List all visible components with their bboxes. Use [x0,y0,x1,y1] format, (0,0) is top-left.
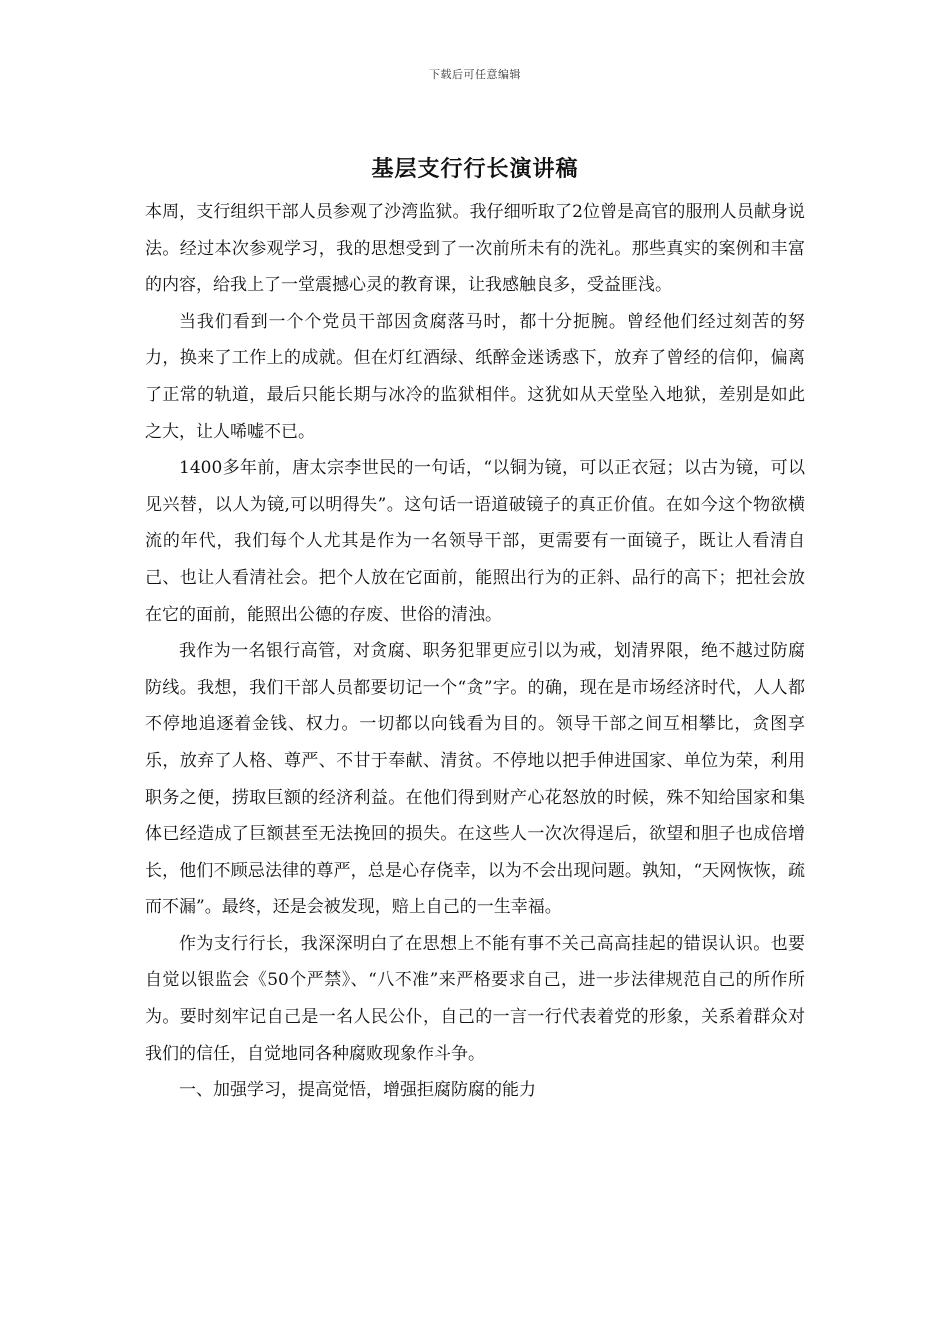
page-header-note: 下载后可任意编辑 [429,68,521,81]
paragraph: 作为支行行长，我深深明白了在思想上不能有事不关己高高挂起的错误认识。也要自觉以银监会《50个严禁》、“八不准”来严格要求自己，进一步法律规范自己的所作所为。要时刻牢记自己是一名人民公仆，自己的一言一行代表着党的形象，关系着群众对我们的信任，自觉地同各种腐败现象作斗争。 [145,933,805,1064]
section-heading: 一、加强学习，提高觉悟，增强拒腐防腐的能力 [179,1080,536,1101]
paragraph: 本周，支行组织干部人员参观了沙湾监狱。我仔细听取了2位曾是高官的服刑人员献身说法。经过本次参观学习，我的思想受到了一次前所未有的洗礼。那些真实的案例和丰富的内容，给我上了一堂震撼心灵的教育课，让我感触良多，受益匪浅。 [145,202,805,296]
paragraph: 当我们看到一个个党员干部因贪腐落马时，都十分扼腕。曾经他们经过刻苦的努力，换来了工作上的成就。但在灯红酒绿、纸醉金迷诱惑下，放弃了曾经的信仰，偏离了正常的轨道，最后只能长期与冰冷的监狱相伴。这犹如从天堂坠入地狱，差别是如此之大，让人唏嘘不已。 [145,311,805,442]
document-title: 基层支行行长演讲稿 [371,156,579,182]
paragraph: 我作为一名银行高管，对贪腐、职务犯罪更应引以为戒，划清界限，绝不越过防腐防线。我想，我们干部人员都要切记一个“贪”字。的确，现在是市场经济时代，人人都不停地追逐着金钱、权力。一切都以向钱看为目的。领导干部之间互相攀比，贪图享乐，放弃了人格、尊严、不甘于奉献、清贫。不停地以把手伸进国家、单位为荣，利用职务之便，捞取巨额的经济利益。在他们得到财产心花怒放的时候，殊不知给国家和集体已经造成了巨额甚至无法挽回的损失。在这些人一次次得逞后，欲望和胆子也成倍增长，他们不顾忌法律的尊严，总是心存侥幸，以为不会出现问题。孰知，“天网恢恢，疏而不漏”。最终，还是会被发现，赔上自己的一生幸福。 [145,641,805,918]
paragraph: 1400多年前，唐太宗李世民的一句话，“以铜为镜，可以正衣冠；以古为镜，可以见兴替，以人为镜,可以明得失”。这句话一语道破镜子的真正价值。在如今这个物欲横流的年代，我们每个人尤其是作为一名领导干部，更需要有一面镜子，既让人看清自己、也让人看清社会。把个人放在它面前，能照出行为的正斜、品行的高下；把社会放在它的面前，能照出公德的存废、世俗的清浊。 [145,458,805,625]
document-body [145,194,805,1109]
